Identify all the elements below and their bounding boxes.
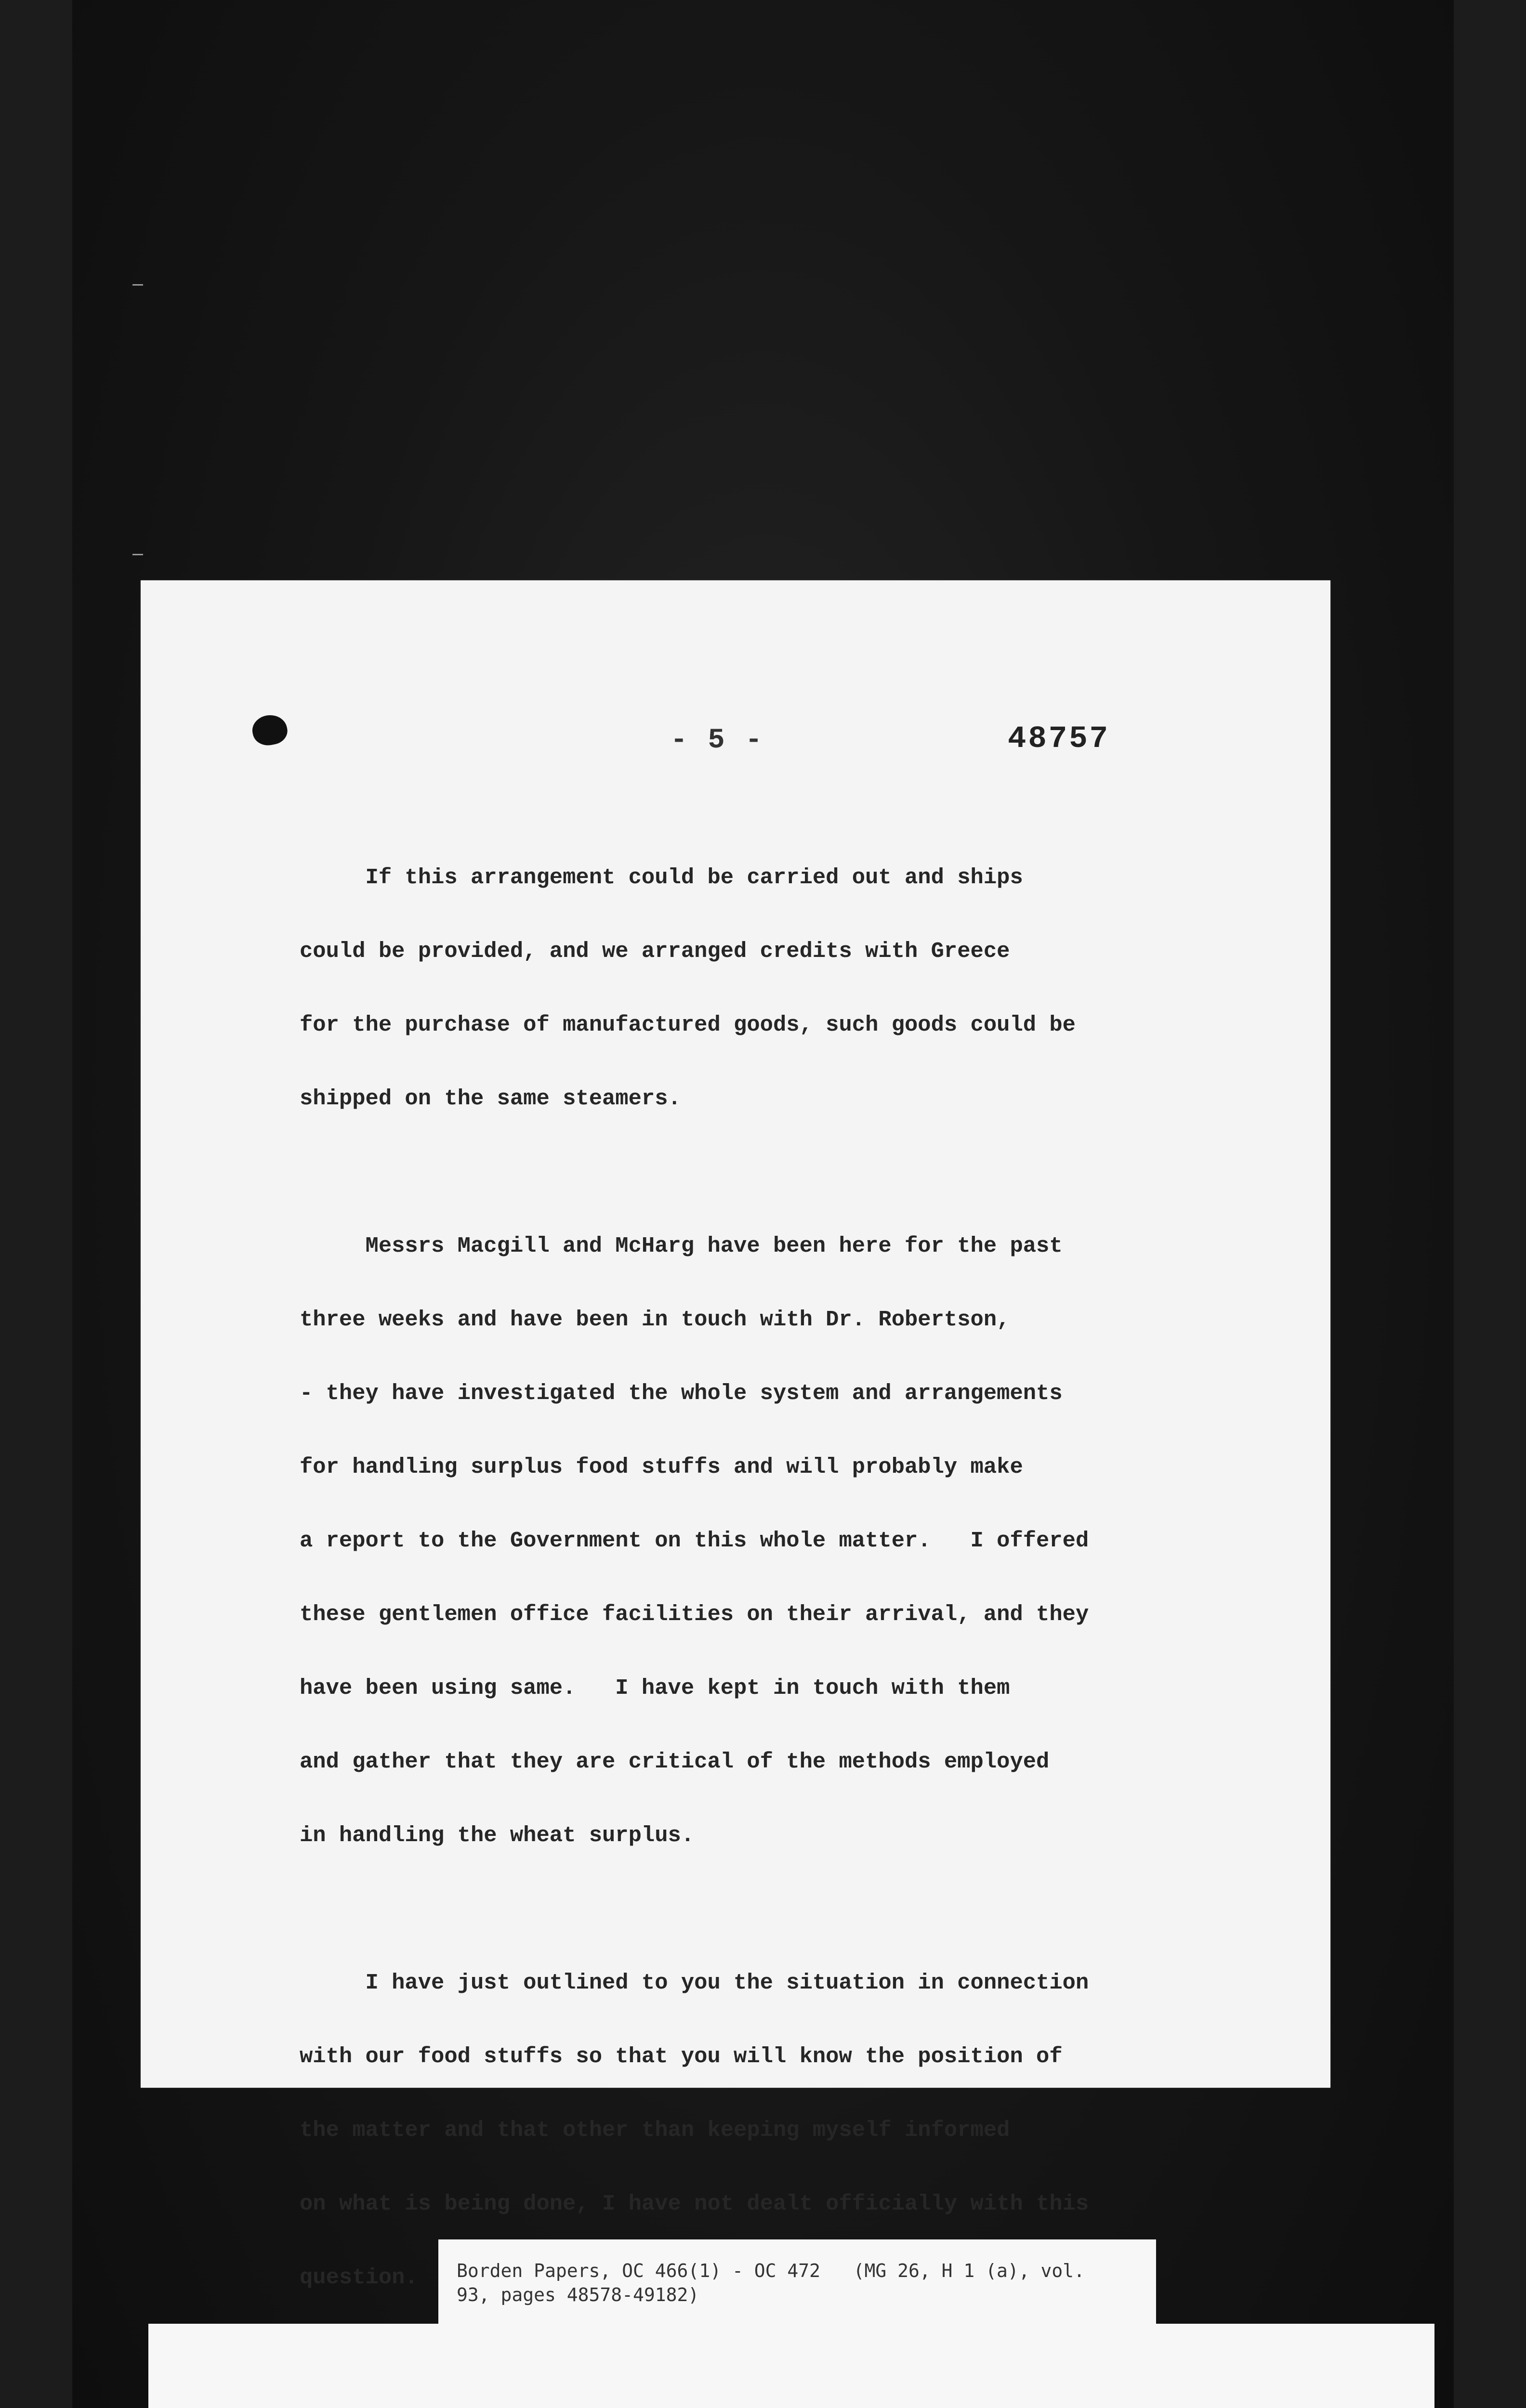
text-line: these gentlemen office facilities on their arrival, and they <box>300 1602 1089 1627</box>
text-line: with our food stuffs so that you will know the position of <box>300 2044 1063 2069</box>
paragraph <box>300 816 1326 1160</box>
text-line: a report to the Government on this whole matter. I offered <box>300 1528 1089 1553</box>
text-line: on what is being done, I have not dealt officially with this <box>300 2191 1089 2216</box>
text-line: and gather that they are critical of the methods employed <box>300 1749 1050 1774</box>
text-line: for the purchase of manufactured goods, such goods could be <box>300 1012 1076 1037</box>
page-number: - 5 - <box>671 725 764 756</box>
text-line: I have just outlined to you the situation in connection <box>300 1970 1089 1995</box>
text-line: If this arrangement could be carried out and ships <box>300 865 1023 890</box>
text-line: for handling surplus food stuffs and will probably make <box>300 1454 1023 1479</box>
text-line: the matter and that other than keeping myself informed <box>300 2118 1010 2143</box>
text-line: could be provided, and we arranged credits with Greece <box>300 939 1010 964</box>
film-tick-mark <box>132 554 143 555</box>
punch-hole <box>250 712 289 748</box>
text-line: have been using same. I have kept in touch with them <box>300 1675 1010 1701</box>
text-line: shipped on the same steamers. <box>300 1086 681 1111</box>
film-tick-mark <box>132 284 143 286</box>
archives-stamp <box>148 2324 1434 2408</box>
text-line: question. <box>300 2265 418 2290</box>
catalogue-line: Borden Papers, OC 466(1) - OC 472 (MG 26, H 1 (a), vol. <box>457 2260 1085 2281</box>
film-edge-left <box>0 0 72 2408</box>
letter-body <box>300 816 1326 2408</box>
folio-number: 48757 <box>1008 722 1110 757</box>
catalogue-reference <box>457 2259 1085 2307</box>
text-line: Messrs Macgill and McHarg have been here for the past <box>300 1233 1063 1258</box>
film-edge-right <box>1454 0 1526 2408</box>
paragraph <box>300 1185 1326 1897</box>
catalogue-slip <box>438 2239 1156 2331</box>
text-line: three weeks and have been in touch with Dr. Robertson, <box>300 1307 1010 1332</box>
text-line: - they have investigated the whole system and arrangements <box>300 1381 1063 1406</box>
catalogue-line: 93, pages 48578-49182) <box>457 2284 699 2305</box>
text-line: in handling the wheat surplus. <box>300 1823 695 1848</box>
